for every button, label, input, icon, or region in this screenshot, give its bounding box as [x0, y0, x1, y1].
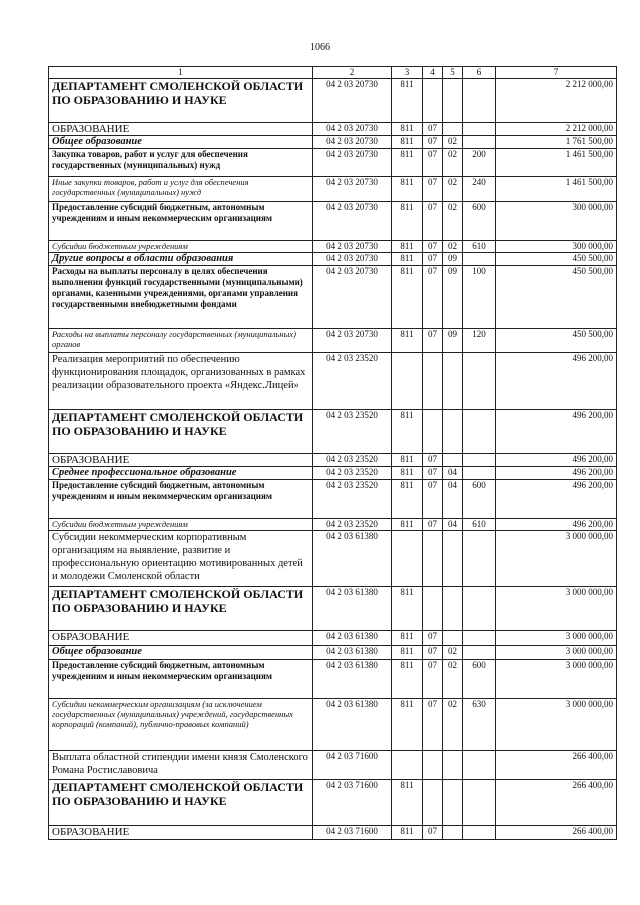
subsection-code-cell: 02	[443, 660, 463, 699]
subsection-row	[49, 467, 617, 480]
ministry-code-cell: 811	[392, 660, 423, 699]
column-header: 5	[443, 67, 463, 79]
amount-cell: 266 400,00	[496, 780, 617, 826]
row-name-cell: Субсидии некоммерческим организациям (за исключением государственных (муниципальных) учреждений, государственных корпораций (компаний), публично-правовых компаний)	[49, 699, 313, 751]
subsection-code-cell: 04	[443, 519, 463, 531]
expense-type-row	[49, 660, 617, 699]
row-name-cell: ДЕПАРТАМЕНТ СМОЛЕНСКОЙ ОБЛАСТИ ПО ОБРАЗОВАНИЮ И НАУКЕ	[49, 79, 313, 123]
target-code-cell: 04 2 03 71600	[313, 751, 392, 780]
expense-type-code-cell	[463, 751, 496, 780]
subsection-code-cell: 09	[443, 253, 463, 266]
row-name-cell: Субсидии бюджетным учреждениям	[49, 241, 313, 253]
amount-cell: 1 761 500,00	[496, 136, 617, 149]
target-code-cell: 04 2 03 61380	[313, 587, 392, 631]
row-name-cell: Субсидии бюджетным учреждениям	[49, 519, 313, 531]
expense-type-code-cell	[463, 136, 496, 149]
subsection-code-cell: 04	[443, 480, 463, 519]
ministry-code-cell: 811	[392, 149, 423, 177]
row-name-cell: Предоставление субсидий бюджетным, автономным учреждениям и иным некоммерческим организациям	[49, 202, 313, 241]
row-name-cell: ОБРАЗОВАНИЕ	[49, 454, 313, 467]
target-code-cell: 04 2 03 23520	[313, 454, 392, 467]
expense-type-code-cell	[463, 631, 496, 646]
section-code-cell: 07	[423, 519, 443, 531]
expense-type-row	[49, 480, 617, 519]
target-code-cell: 04 2 03 20730	[313, 177, 392, 202]
target-code-cell: 04 2 03 61380	[313, 660, 392, 699]
ministry-code-cell: 811	[392, 253, 423, 266]
row-name-cell: ОБРАЗОВАНИЕ	[49, 631, 313, 646]
page-number: 1066	[310, 42, 330, 53]
section-code-cell: 07	[423, 202, 443, 241]
subsection-code-cell: 02	[443, 202, 463, 241]
expense-type-code-cell	[463, 531, 496, 587]
row-name-cell: Среднее профессиональное образование	[49, 467, 313, 480]
expense-type-code-cell: 240	[463, 177, 496, 202]
section-code-cell	[423, 751, 443, 780]
subsection-code-cell	[443, 353, 463, 410]
subsection-code-cell	[443, 826, 463, 840]
section-code-cell: 07	[423, 329, 443, 353]
target-code-cell: 04 2 03 61380	[313, 699, 392, 751]
section-code-cell: 07	[423, 826, 443, 840]
ministry-code-cell: 811	[392, 329, 423, 353]
row-name-cell: Общее образование	[49, 136, 313, 149]
ministry-code-cell: 811	[392, 79, 423, 123]
subsection-row	[49, 136, 617, 149]
section-code-cell	[423, 531, 443, 587]
department-row	[49, 410, 617, 454]
row-name-cell: Другие вопросы в области образования	[49, 253, 313, 266]
expense-type-code-cell	[463, 587, 496, 631]
subsection-code-cell	[443, 780, 463, 826]
row-name-cell: ДЕПАРТАМЕНТ СМОЛЕНСКОЙ ОБЛАСТИ ПО ОБРАЗОВАНИЮ И НАУКЕ	[49, 410, 313, 454]
section-code-cell	[423, 780, 443, 826]
expense-subtype-row	[49, 177, 617, 202]
expense-type-code-cell	[463, 253, 496, 266]
amount-cell: 496 200,00	[496, 454, 617, 467]
column-header: 4	[423, 67, 443, 79]
ministry-code-cell: 811	[392, 467, 423, 480]
expense-type-code-cell	[463, 410, 496, 454]
amount-cell: 496 200,00	[496, 467, 617, 480]
target-code-cell: 04 2 03 20730	[313, 136, 392, 149]
target-code-cell: 04 2 03 23520	[313, 410, 392, 454]
target-code-cell: 04 2 03 20730	[313, 79, 392, 123]
amount-cell: 496 200,00	[496, 410, 617, 454]
ministry-code-cell: 811	[392, 454, 423, 467]
section-code-cell: 07	[423, 699, 443, 751]
expense-type-code-cell: 610	[463, 519, 496, 531]
section-code-cell	[423, 587, 443, 631]
expense-subtype-row	[49, 699, 617, 751]
column-header: 6	[463, 67, 496, 79]
ministry-code-cell: 811	[392, 587, 423, 631]
expense-type-row	[49, 149, 617, 177]
row-name-cell: ОБРАЗОВАНИЕ	[49, 826, 313, 840]
subsection-code-cell	[443, 410, 463, 454]
target-code-cell: 04 2 03 20730	[313, 123, 392, 136]
target-code-cell: 04 2 03 20730	[313, 241, 392, 253]
target-code-cell: 04 2 03 23520	[313, 519, 392, 531]
ministry-code-cell: 811	[392, 519, 423, 531]
column-header: 3	[392, 67, 423, 79]
expense-type-code-cell	[463, 826, 496, 840]
amount-cell: 3 000 000,00	[496, 631, 617, 646]
expense-type-code-cell	[463, 646, 496, 660]
row-name-cell: ДЕПАРТАМЕНТ СМОЛЕНСКОЙ ОБЛАСТИ ПО ОБРАЗОВАНИЮ И НАУКЕ	[49, 780, 313, 826]
amount-cell: 450 500,00	[496, 266, 617, 329]
amount-cell: 300 000,00	[496, 241, 617, 253]
expense-type-code-cell: 610	[463, 241, 496, 253]
section-code-cell	[423, 79, 443, 123]
amount-cell: 496 200,00	[496, 519, 617, 531]
subsection-code-cell: 02	[443, 149, 463, 177]
section-code-cell: 07	[423, 480, 443, 519]
subsection-code-cell: 09	[443, 329, 463, 353]
ministry-code-cell: 811	[392, 631, 423, 646]
ministry-code-cell: 811	[392, 780, 423, 826]
column-header: 1	[49, 67, 313, 79]
amount-cell: 450 500,00	[496, 329, 617, 353]
target-code-cell: 04 2 03 71600	[313, 780, 392, 826]
section-code-cell	[423, 410, 443, 454]
target-code-cell: 04 2 03 71600	[313, 826, 392, 840]
section-code-cell: 07	[423, 467, 443, 480]
column-header: 7	[496, 67, 617, 79]
amount-cell: 266 400,00	[496, 826, 617, 840]
ministry-code-cell: 811	[392, 202, 423, 241]
department-row	[49, 780, 617, 826]
ministry-code-cell: 811	[392, 826, 423, 840]
target-code-cell: 04 2 03 61380	[313, 646, 392, 660]
expense-type-code-cell: 600	[463, 480, 496, 519]
amount-cell: 3 000 000,00	[496, 531, 617, 587]
subsection-code-cell	[443, 587, 463, 631]
target-code-cell: 04 2 03 61380	[313, 531, 392, 587]
amount-cell: 3 000 000,00	[496, 660, 617, 699]
target-code-cell: 04 2 03 23520	[313, 467, 392, 480]
row-name-cell: Иные закупки товаров, работ и услуг для обеспечения государственных (муниципальных) нужд	[49, 177, 313, 202]
ministry-code-cell: 811	[392, 241, 423, 253]
subsection-code-cell: 02	[443, 646, 463, 660]
amount-cell: 3 000 000,00	[496, 699, 617, 751]
amount-cell: 1 461 500,00	[496, 149, 617, 177]
ministry-code-cell: 811	[392, 123, 423, 136]
subsection-code-cell: 02	[443, 241, 463, 253]
row-name-cell: Расходы на выплаты персоналу в целях обеспечения выполнения функций государственными (муниципальными) органами, казенными учреждениями, органами управления государственными внебюджетными фондами	[49, 266, 313, 329]
subsection-row	[49, 646, 617, 660]
subsection-row	[49, 253, 617, 266]
amount-cell: 450 500,00	[496, 253, 617, 266]
amount-cell: 266 400,00	[496, 751, 617, 780]
row-name-cell: Субсидии некоммерческим корпоративным организациям на выявление, развитие и профессиональную ориентацию мотивированных детей и молодежи Смоленской области	[49, 531, 313, 587]
expense-subtype-row	[49, 241, 617, 253]
target-code-cell: 04 2 03 20730	[313, 149, 392, 177]
target-code-cell: 04 2 03 20730	[313, 202, 392, 241]
expense-type-code-cell: 630	[463, 699, 496, 751]
subsection-code-cell	[443, 631, 463, 646]
row-name-cell: Предоставление субсидий бюджетным, автономным учреждениям и иным некоммерческим организациям	[49, 480, 313, 519]
expense-subtype-row	[49, 329, 617, 353]
department-row	[49, 79, 617, 123]
column-header: 2	[313, 67, 392, 79]
expense-type-code-cell: 100	[463, 266, 496, 329]
budget-table	[48, 66, 617, 840]
ministry-code-cell	[392, 531, 423, 587]
target-code-cell: 04 2 03 23520	[313, 353, 392, 410]
ministry-code-cell: 811	[392, 480, 423, 519]
subsection-code-cell: 02	[443, 136, 463, 149]
section-row	[49, 454, 617, 467]
target-code-cell: 04 2 03 61380	[313, 631, 392, 646]
expense-type-code-cell: 600	[463, 202, 496, 241]
subsection-code-cell	[443, 751, 463, 780]
expense-subtype-row	[49, 519, 617, 531]
section-code-cell: 07	[423, 266, 443, 329]
expense-type-code-cell	[463, 79, 496, 123]
expense-type-row	[49, 202, 617, 241]
row-name-cell: Выплата областной стипендии имени князя Смоленского Романа Ростиславовича	[49, 751, 313, 780]
expense-type-code-cell: 600	[463, 660, 496, 699]
expense-type-code-cell: 200	[463, 149, 496, 177]
amount-cell: 496 200,00	[496, 353, 617, 410]
section-code-cell: 07	[423, 660, 443, 699]
section-code-cell: 07	[423, 253, 443, 266]
subsection-code-cell	[443, 531, 463, 587]
amount-cell: 496 200,00	[496, 480, 617, 519]
expense-type-row	[49, 266, 617, 329]
section-code-cell: 07	[423, 123, 443, 136]
target-code-cell: 04 2 03 20730	[313, 253, 392, 266]
subsection-code-cell	[443, 454, 463, 467]
subsection-code-cell: 04	[443, 467, 463, 480]
subsection-code-cell: 09	[443, 266, 463, 329]
ministry-code-cell	[392, 751, 423, 780]
row-name-cell: Предоставление субсидий бюджетным, автономным учреждениям и иным некоммерческим организациям	[49, 660, 313, 699]
section-code-cell: 07	[423, 149, 443, 177]
program-row	[49, 531, 617, 587]
subsection-code-cell	[443, 123, 463, 136]
target-code-cell: 04 2 03 20730	[313, 329, 392, 353]
row-name-cell: Общее образование	[49, 646, 313, 660]
section-code-cell: 07	[423, 177, 443, 202]
section-row	[49, 631, 617, 646]
program-row	[49, 353, 617, 410]
ministry-code-cell	[392, 353, 423, 410]
section-code-cell: 07	[423, 136, 443, 149]
row-name-cell: ДЕПАРТАМЕНТ СМОЛЕНСКОЙ ОБЛАСТИ ПО ОБРАЗОВАНИЮ И НАУКЕ	[49, 587, 313, 631]
column-header-row	[49, 67, 617, 79]
expense-type-code-cell	[463, 780, 496, 826]
expense-type-code-cell	[463, 123, 496, 136]
ministry-code-cell: 811	[392, 410, 423, 454]
section-code-cell: 07	[423, 241, 443, 253]
ministry-code-cell: 811	[392, 136, 423, 149]
amount-cell: 300 000,00	[496, 202, 617, 241]
amount-cell: 3 000 000,00	[496, 646, 617, 660]
program-row	[49, 751, 617, 780]
expense-type-code-cell	[463, 353, 496, 410]
ministry-code-cell: 811	[392, 266, 423, 329]
section-code-cell: 07	[423, 454, 443, 467]
ministry-code-cell: 811	[392, 177, 423, 202]
amount-cell: 2 212 000,00	[496, 123, 617, 136]
target-code-cell: 04 2 03 23520	[313, 480, 392, 519]
table-body	[49, 79, 617, 840]
ministry-code-cell: 811	[392, 699, 423, 751]
amount-cell: 2 212 000,00	[496, 79, 617, 123]
section-row	[49, 123, 617, 136]
expense-type-code-cell	[463, 467, 496, 480]
section-row	[49, 826, 617, 840]
ministry-code-cell: 811	[392, 646, 423, 660]
subsection-code-cell	[443, 79, 463, 123]
subsection-code-cell: 02	[443, 699, 463, 751]
amount-cell: 3 000 000,00	[496, 587, 617, 631]
section-code-cell	[423, 353, 443, 410]
section-code-cell: 07	[423, 646, 443, 660]
amount-cell: 1 461 500,00	[496, 177, 617, 202]
section-code-cell: 07	[423, 631, 443, 646]
target-code-cell: 04 2 03 20730	[313, 266, 392, 329]
expense-type-code-cell: 120	[463, 329, 496, 353]
row-name-cell: ОБРАЗОВАНИЕ	[49, 123, 313, 136]
subsection-code-cell: 02	[443, 177, 463, 202]
row-name-cell: Закупка товаров, работ и услуг для обеспечения государственных (муниципальных) нужд	[49, 149, 313, 177]
expense-type-code-cell	[463, 454, 496, 467]
department-row	[49, 587, 617, 631]
row-name-cell: Расходы на выплаты персоналу государственных (муниципальных) органов	[49, 329, 313, 353]
row-name-cell: Реализация мероприятий по обеспечению функционирования площадок, организованных в рамках реализации образовательного проекта «Яндекс.Лицей»	[49, 353, 313, 410]
